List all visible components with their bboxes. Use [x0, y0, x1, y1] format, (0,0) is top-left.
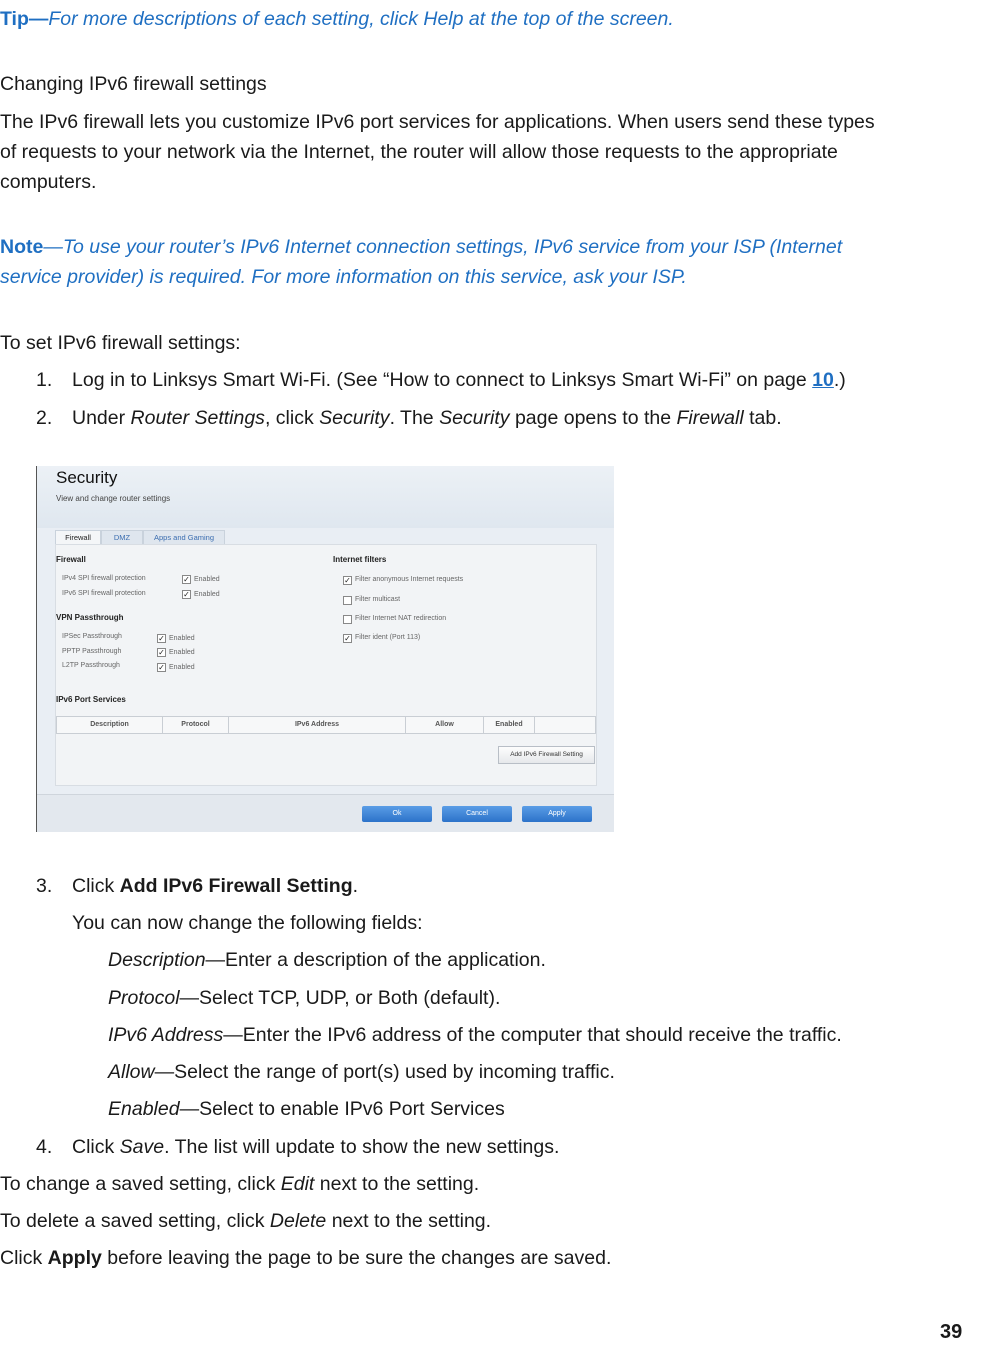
- step-1-number: 1.: [36, 369, 53, 391]
- ok-button[interactable]: Ok: [362, 806, 432, 822]
- tip-text: For more descriptions of each setting, click Help at the top of the screen.: [48, 8, 674, 30]
- step-3-number: 3.: [36, 875, 53, 897]
- tab-apps-and-gaming[interactable]: Apps and Gaming: [143, 530, 225, 545]
- step-2-t5: tab.: [743, 407, 782, 429]
- ipv4-spi-label: IPv4 SPI firewall protection: [62, 575, 146, 582]
- ipv4-spi-value: Enabled: [194, 576, 220, 583]
- step-1-text: Log in to Linksys Smart Wi-Fi. (See “How to connect to Linksys Smart Wi-Fi” on page: [72, 369, 813, 391]
- col-ipv6-address: IPv6 Address: [229, 717, 406, 733]
- port-services-heading: IPv6 Port Services: [56, 695, 126, 704]
- step-2-number: 2.: [36, 407, 53, 429]
- pptp-value: Enabled: [169, 649, 195, 656]
- filter-ident-checkbox[interactable]: ✓: [344, 634, 351, 643]
- tab-firewall[interactable]: Firewall: [55, 530, 101, 545]
- fields-intro: You can now change the following fields:: [72, 912, 423, 934]
- page-number: 39: [940, 1321, 963, 1343]
- pptp-label: PPTP Passthrough: [62, 648, 122, 655]
- section-heading: Changing IPv6 firewall settings: [0, 73, 267, 95]
- ipsec-value: Enabled: [169, 635, 195, 642]
- security-screenshot: [36, 466, 614, 832]
- field-protocol-text: —Select TCP, UDP, or Both (default).: [179, 987, 501, 1009]
- delete-line: [0, 1206, 491, 1236]
- internet-filters-heading: Internet filters: [333, 555, 387, 564]
- ipv6-spi-label: IPv6 SPI firewall protection: [62, 590, 146, 597]
- screenshot-title: Security: [56, 468, 118, 487]
- field-ipv6-address-name: IPv6 Address: [108, 1024, 224, 1046]
- l2tp-checkbox[interactable]: ✓: [158, 663, 165, 672]
- port-services-table-header: [56, 716, 596, 734]
- filter-nat-label: Filter Internet NAT redirection: [355, 615, 447, 622]
- step-1-end: .): [833, 369, 846, 391]
- step-3-t2: .: [352, 875, 359, 897]
- col-description: Description: [57, 717, 163, 733]
- note-label: Note: [0, 236, 44, 258]
- field-protocol: [108, 983, 500, 1013]
- field-allow-text: —Select the range of port(s) used by incoming traffic.: [154, 1061, 615, 1083]
- field-description-name: Description: [108, 949, 206, 971]
- col-enabled: Enabled: [484, 717, 535, 733]
- add-ipv6-firewall-setting-button[interactable]: Add IPv6 Firewall Setting: [498, 746, 595, 764]
- step-4-i1: Save: [119, 1136, 165, 1158]
- edit-line-t2: next to the setting.: [314, 1173, 480, 1195]
- step-2-t2: , click: [264, 407, 320, 429]
- filter-anonymous-checkbox[interactable]: ✓: [344, 576, 351, 585]
- cancel-button[interactable]: Cancel: [442, 806, 512, 822]
- field-description: [108, 945, 546, 975]
- step-2-t4: page opens to the: [509, 407, 677, 429]
- note-line-1: [0, 232, 842, 262]
- ipsec-label: IPSec Passthrough: [62, 633, 122, 640]
- ipv6-spi-checkbox[interactable]: ✓: [183, 590, 190, 599]
- filter-ident-label: Filter ident (Port 113): [355, 634, 421, 641]
- filter-anonymous-label: Filter anonymous Internet requests: [355, 576, 464, 583]
- step-2-i1: Router Settings: [130, 407, 265, 429]
- ipv6-spi-value: Enabled: [194, 591, 220, 598]
- intro-line-1: The IPv6 firewall lets you customize IPv6 port services for applications. When users send these types: [0, 111, 875, 133]
- step-2-t3: . The: [389, 407, 440, 429]
- apply-line: [0, 1243, 611, 1273]
- step-2-i4: Firewall: [676, 407, 744, 429]
- l2tp-label: L2TP Passthrough: [62, 662, 120, 669]
- edit-line: [0, 1169, 479, 1199]
- filter-nat-checkbox[interactable]: [343, 615, 352, 624]
- field-enabled: [108, 1094, 505, 1124]
- step-3-t1: Click: [72, 875, 120, 897]
- intro-line-3: computers.: [0, 171, 97, 193]
- firewall-heading: Firewall: [56, 555, 86, 564]
- col-protocol: Protocol: [163, 717, 229, 733]
- step-2-i3: Security: [439, 407, 510, 429]
- field-allow-name: Allow: [108, 1061, 155, 1083]
- note-text-1: —To use your router’s IPv6 Internet connection settings, IPv6 service from your ISP (Internet: [43, 236, 843, 258]
- step-2-t1: Under: [72, 407, 131, 429]
- intro-line-2: of requests to your network via the Internet, the router will allow those requests to the appropriate: [0, 141, 838, 163]
- step-4-number: 4.: [36, 1136, 53, 1158]
- filter-multicast-checkbox[interactable]: [343, 596, 352, 605]
- pptp-checkbox[interactable]: ✓: [158, 648, 165, 657]
- tip: [0, 4, 674, 34]
- field-ipv6-address-text: —Enter the IPv6 address of the computer that should receive the traffic.: [223, 1024, 842, 1046]
- delete-line-t2: next to the setting.: [326, 1210, 492, 1232]
- tip-label: Tip—: [0, 8, 49, 30]
- page-10-link[interactable]: 10: [812, 369, 834, 391]
- ipv4-spi-checkbox[interactable]: ✓: [183, 575, 190, 584]
- field-protocol-name: Protocol: [108, 987, 180, 1009]
- steps-intro: To set IPv6 firewall settings:: [0, 332, 241, 354]
- filter-multicast-label: Filter multicast: [355, 596, 401, 603]
- l2tp-value: Enabled: [169, 664, 195, 671]
- edit-line-t1: To change a saved setting, click: [0, 1173, 281, 1195]
- vpn-heading: VPN Passthrough: [56, 613, 124, 622]
- note-line-2: service provider) is required. For more information on this service, ask your ISP.: [0, 266, 687, 288]
- delete-line-i1: Delete: [269, 1210, 327, 1232]
- step-3-b1: Add IPv6 Firewall Setting: [119, 875, 353, 897]
- apply-button[interactable]: Apply: [522, 806, 592, 822]
- step-4-t2: . The list will update to show the new settings.: [164, 1136, 560, 1158]
- step-4-t1: Click: [72, 1136, 120, 1158]
- field-description-text: —Enter a description of the application.: [205, 949, 546, 971]
- field-ipv6-address: [108, 1020, 842, 1050]
- tab-dmz[interactable]: DMZ: [101, 530, 143, 545]
- screenshot-header: [37, 466, 614, 528]
- delete-line-t1: To delete a saved setting, click: [0, 1210, 270, 1232]
- apply-line-t1: Click: [0, 1247, 48, 1269]
- apply-line-t2: before leaving the page to be sure the changes are saved.: [101, 1247, 612, 1269]
- field-enabled-text: —Select to enable IPv6 Port Services: [179, 1098, 505, 1120]
- apply-line-b1: Apply: [47, 1247, 102, 1269]
- step-2-i2: Security: [319, 407, 390, 429]
- edit-line-i1: Edit: [280, 1173, 315, 1195]
- field-enabled-name: Enabled: [108, 1098, 180, 1120]
- screenshot-subtitle: View and change router settings: [56, 494, 171, 503]
- ipsec-checkbox[interactable]: ✓: [158, 634, 165, 643]
- field-allow: [108, 1057, 615, 1087]
- col-allow: Allow: [406, 717, 484, 733]
